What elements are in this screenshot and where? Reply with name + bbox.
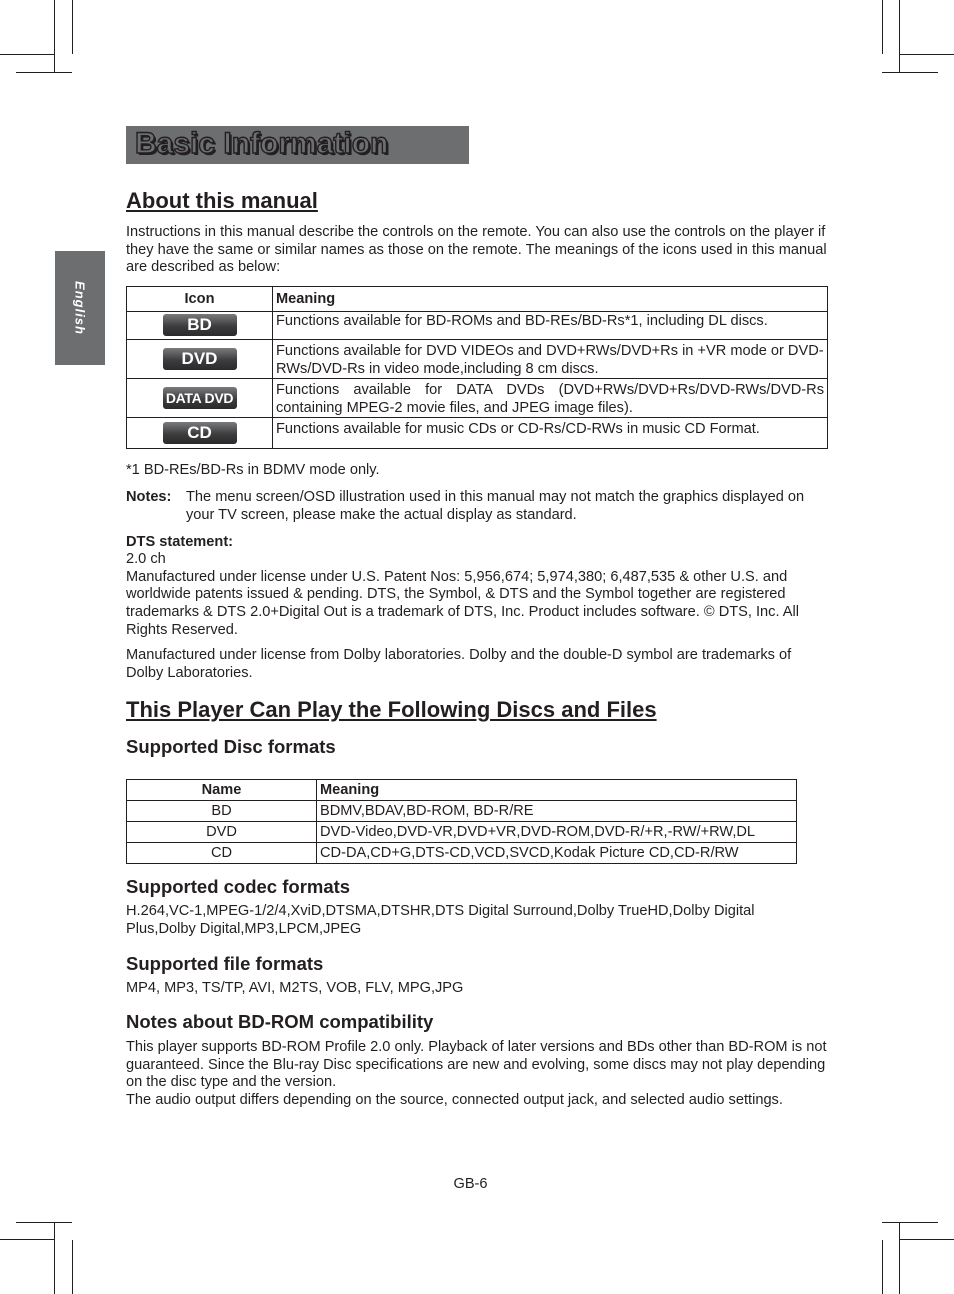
- icon-header: Icon: [127, 286, 273, 311]
- codec-formats-heading: Supported codec formats: [126, 876, 351, 898]
- name-header: Name: [127, 780, 317, 801]
- bd-disc-icon: BD: [163, 314, 237, 336]
- dvd-disc-icon: DVD: [163, 348, 237, 370]
- row-meaning: CD-DA,CD+G,DTS-CD,VCD,SVCD,Kodak Picture CD,CD-R/RW: [317, 843, 797, 864]
- dts-channel: 2.0 ch: [126, 551, 166, 568]
- page-number: GB-6: [453, 1176, 488, 1192]
- cd-disc-icon: CD: [163, 422, 237, 444]
- language-label: English: [72, 281, 88, 335]
- notes: [126, 489, 828, 524]
- row-meaning: BDMV,BDAV,BD-ROM, BD-R/RE: [317, 801, 797, 822]
- about-heading: About this manual: [126, 188, 318, 213]
- codec-formats-text: H.264,VC-1,MPEG-1/2/4,XviD,DTSMA,DTSHR,DTS Digital Surround,Dolby TrueHD,Dolby Digital Plus,Dolby Digital,MP3,LPCM,JPEG: [126, 903, 755, 937]
- disc-formats-table: [126, 779, 797, 864]
- row-name: CD: [127, 843, 317, 864]
- table-row: [127, 339, 828, 378]
- dolby-statement: Manufactured under license from Dolby laboratories. Dolby and the double-D symbol are trademarks of Dolby Laboratories.: [126, 647, 792, 681]
- row-meaning: Functions available for music CDs or CD-Rs/CD-RWs in music CD Format.: [273, 417, 828, 448]
- footnote: *1 BD-REs/BD-Rs in BDMV mode only.: [126, 461, 380, 478]
- dts-statement: Manufactured under license under U.S. Patent Nos: 5,956,674; 5,974,380; 6,487,535 & other U.S. and worldwide patents issued & pending. DTS, the Symbol, & DTS and the Symbol together are registered trademarks & DTS 2.0+Digital Out is a trademark of DTS, Inc. Product includes software. © DTS, Inc. All Rights Reserved.: [126, 568, 799, 638]
- player-heading: This Player Can Play the Following Discs and Files: [126, 697, 657, 723]
- bdrom-heading: Notes about BD-ROM compatibility: [126, 1011, 434, 1033]
- icon-table: [126, 286, 828, 449]
- meaning-header: Meaning: [273, 286, 828, 311]
- disc-table-header: [127, 780, 797, 801]
- row-meaning: DVD-Video,DVD-VR,DVD+VR,DVD-ROM,DVD-R/+R,-RW/+RW,DL: [317, 822, 797, 843]
- data-dvd-disc-icon: DATA DVD: [163, 387, 237, 409]
- row-meaning: Functions available for BD-ROMs and BD-REs/BD-Rs*1, including DL discs.: [273, 311, 828, 339]
- table-row: [127, 801, 797, 822]
- table-row: [127, 378, 828, 417]
- section-banner: [126, 126, 469, 164]
- meaning-header: Meaning: [317, 780, 797, 801]
- row-name: BD: [127, 801, 317, 822]
- table-row: [127, 843, 797, 864]
- audio-output-text: The audio output differs depending on the source, connected output jack, and selected audio settings.: [126, 1091, 783, 1108]
- row-meaning: Functions available for DVD VIDEOs and DVD+RWs/DVD+Rs in +VR mode or DVD-RWs/DVD-Rs in video mode,including 8 cm discs.: [273, 339, 828, 378]
- table-row: [127, 822, 797, 843]
- dts-label: DTS statement:: [126, 533, 234, 550]
- about-intro: Instructions in this manual describe the controls on the remote. You can also use the controls on the player if they have the same or similar names as those on the remote. The meanings of the icons used in this manual are described as below:: [126, 224, 827, 276]
- table-row: [127, 417, 828, 448]
- file-formats-text: MP4, MP3, TS/TP, AVI, M2TS, VOB, FLV, MPG,JPG: [126, 979, 464, 996]
- file-formats-heading: Supported file formats: [126, 952, 324, 974]
- notes-text: The menu screen/OSD illustration used in this manual may not match the graphics displayed on your TV screen, please make the actual display as standard.: [186, 489, 805, 523]
- notes-label: Notes:: [126, 489, 172, 506]
- main-content: [126, 186, 828, 1109]
- icon-table-header: [127, 286, 828, 311]
- bdrom-text: This player supports BD-ROM Profile 2.0 only. Playback of later versions and BDs other than BD-ROM is not guaranteed. Since the Blu-ray Disc specifications are new and evolving, some discs may not play depending on the disc type and the version.: [126, 1039, 827, 1091]
- disc-formats-heading: Supported Disc formats: [126, 736, 336, 758]
- language-side-tab: [55, 251, 105, 365]
- banner-title: Basic Information: [135, 127, 389, 160]
- row-name: DVD: [127, 822, 317, 843]
- table-row: [127, 311, 828, 339]
- row-meaning: Functions available for DATA DVDs (DVD+RWs/DVD+Rs/DVD-RWs/DVD-Rs containing MPEG-2 movie files, and JPEG image files).: [273, 378, 828, 417]
